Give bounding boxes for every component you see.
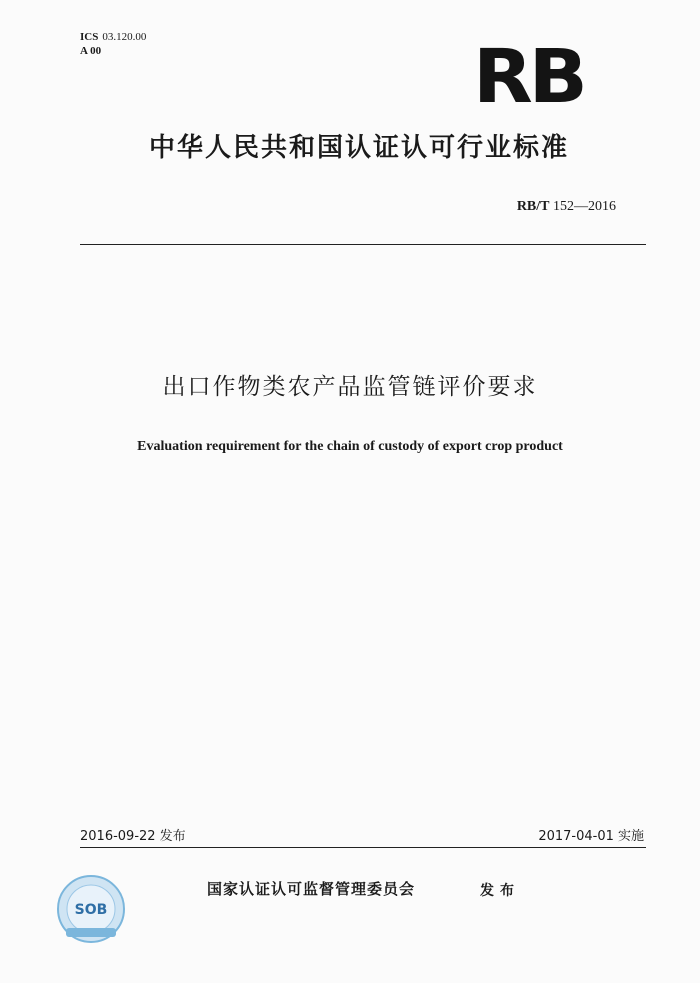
document-title-en: Evaluation requirement for the chain of custody of export crop product <box>137 439 563 454</box>
stamp-mark: SOB <box>74 902 108 918</box>
document-title-cn: 出口作物类农产品监管链评价要求 <box>162 374 538 400</box>
standard-category-title: 中华人民共和国认证认可行业标准 <box>148 133 569 163</box>
anti-counterfeit-stamp <box>56 874 126 944</box>
standard-code-number: 152—2016 <box>553 199 616 214</box>
issue-date: 2016-09-22 发布 <box>80 829 186 844</box>
standard-code <box>517 199 616 215</box>
top-divider <box>80 244 646 245</box>
class-code: A 00 <box>80 45 102 57</box>
rb-logo: RB <box>473 34 584 120</box>
implement-date: 2017-04-01 实施 <box>538 829 644 844</box>
issuer: 国家认证认可监督管理委员会 <box>207 880 416 898</box>
ics-block <box>80 30 146 58</box>
standard-code-prefix: RB/T <box>516 199 550 214</box>
issued-label: 发布 <box>480 883 520 899</box>
ics-code: 03.120.00 <box>102 31 147 43</box>
ics-label: ICS <box>80 31 99 43</box>
bottom-divider <box>80 847 646 848</box>
